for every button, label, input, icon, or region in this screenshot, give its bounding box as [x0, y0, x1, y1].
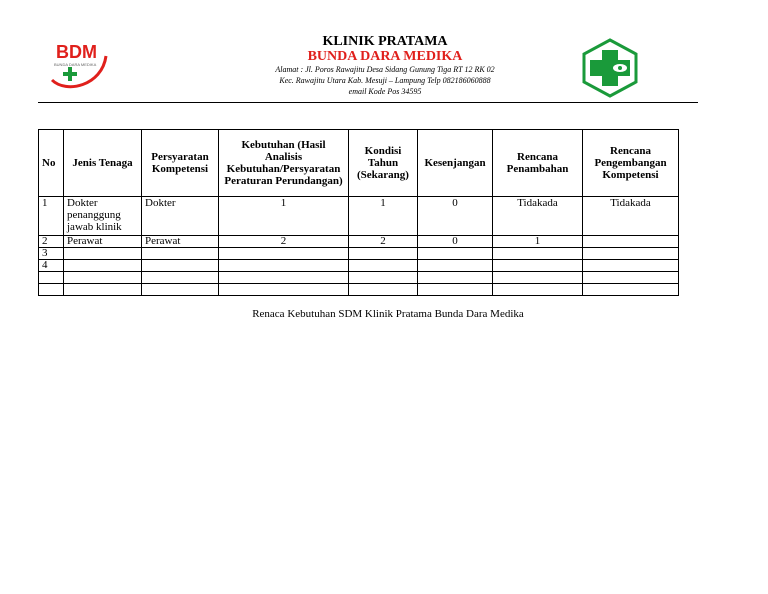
- bdm-logo-icon: [44, 36, 110, 90]
- cell-persyaratan: Dokter: [142, 197, 219, 236]
- cell-kesenjangan: 0: [418, 236, 493, 248]
- cell-persyaratan: [142, 260, 219, 272]
- cell-jenis-tenaga: [64, 272, 142, 284]
- cell-persyaratan: [142, 284, 219, 296]
- clinic-name: BUNDA DARA MEDIKA: [307, 49, 463, 64]
- header-divider: [38, 102, 698, 103]
- address-line-2: Kec. Rawajitu Utara Kab. Mesuji – Lampung Telp 082186060888: [279, 76, 491, 85]
- cell-kondisi: [349, 284, 418, 296]
- table-row: [39, 248, 679, 260]
- logo-text: BDM: [56, 42, 97, 62]
- cell-kesenjangan: [418, 260, 493, 272]
- cell-kondisi: [349, 272, 418, 284]
- table-caption: [38, 308, 768, 320]
- logo-subtext: BUNDA DARA MEDIKA: [54, 62, 97, 67]
- cell-rencana-penambahan: [493, 272, 583, 284]
- cell-jenis-tenaga: [64, 248, 142, 260]
- cell-jenis-tenaga: [64, 260, 142, 272]
- cell-persyaratan: Perawat: [142, 236, 219, 248]
- table-row: [39, 284, 679, 296]
- cell-rencana-pengembangan: [583, 284, 679, 296]
- header-kesenjangan: Kesenjangan: [418, 130, 493, 197]
- cell-rencana-penambahan: [493, 260, 583, 272]
- address-line-3: email Kode Pos 34595: [348, 87, 422, 96]
- cell-kebutuhan: [219, 260, 349, 272]
- cell-rencana-pengembangan: [583, 248, 679, 260]
- cell-rencana-penambahan: Tidakada: [493, 197, 583, 236]
- sdm-needs-table: [38, 129, 679, 296]
- clinic-title-block: [220, 34, 550, 97]
- cell-rencana-pengembangan: Tidakada: [583, 197, 679, 236]
- address-line-1: Alamat : Jl. Poros Rawajitu Desa Sidang Gunung Tiga RT 12 RK 02: [275, 65, 495, 74]
- letterhead: [0, 0, 768, 104]
- cell-rencana-pengembangan: [583, 236, 679, 248]
- table-row: [39, 272, 679, 284]
- cell-kondisi: [349, 248, 418, 260]
- cell-kondisi: [349, 260, 418, 272]
- cell-kebutuhan: [219, 284, 349, 296]
- medical-cross-icon: [580, 38, 640, 98]
- header-rencana-pengembangan: Rencana Pengembangan Kompetensi: [583, 130, 679, 197]
- cell-rencana-pengembangan: [583, 260, 679, 272]
- cell-kebutuhan: [219, 248, 349, 260]
- cell-kondisi: 2: [349, 236, 418, 248]
- table-row: [39, 260, 679, 272]
- cell-kesenjangan: [418, 272, 493, 284]
- cell-jenis-tenaga: Perawat: [64, 236, 142, 248]
- cell-rencana-penambahan: [493, 284, 583, 296]
- cell-no: 4: [39, 260, 64, 272]
- cell-persyaratan: [142, 248, 219, 260]
- cell-no: [39, 272, 64, 284]
- header-jenis-tenaga: Jenis Tenaga: [64, 130, 142, 197]
- header-kondisi: Kondisi Tahun (Sekarang): [349, 130, 418, 197]
- cell-jenis-tenaga: [64, 284, 142, 296]
- cell-no: 2: [39, 236, 64, 248]
- cell-kesenjangan: [418, 248, 493, 260]
- cell-kebutuhan: [219, 272, 349, 284]
- header-no: No: [39, 130, 64, 197]
- caption-text: Renaca Kebutuhan SDM Klinik Pratama Bunda Dara Medika: [252, 308, 524, 320]
- cell-kondisi: 1: [349, 197, 418, 236]
- cell-kesenjangan: [418, 284, 493, 296]
- cell-rencana-pengembangan: [583, 272, 679, 284]
- cell-jenis-tenaga: Dokter penanggung jawab klinik: [64, 197, 142, 236]
- header-kebutuhan: Kebutuhan (Hasil Analisis Kebutuhan/Persyaratan Peraturan Perundangan): [219, 130, 349, 197]
- table-row: [39, 236, 679, 248]
- cell-persyaratan: [142, 272, 219, 284]
- cell-kebutuhan: 1: [219, 197, 349, 236]
- header-persyaratan: Persyaratan Kompetensi: [142, 130, 219, 197]
- cell-kesenjangan: 0: [418, 197, 493, 236]
- cell-no: [39, 284, 64, 296]
- clinic-title: KLINIK PRATAMA: [322, 34, 448, 49]
- header-rencana-penambahan: Rencana Penambahan: [493, 130, 583, 197]
- cell-rencana-penambahan: [493, 248, 583, 260]
- cell-rencana-penambahan: 1: [493, 236, 583, 248]
- cell-no: 1: [39, 197, 64, 236]
- table-header-row: [39, 130, 679, 197]
- cell-no: 3: [39, 248, 64, 260]
- table-row: [39, 197, 679, 236]
- cell-kebutuhan: 2: [219, 236, 349, 248]
